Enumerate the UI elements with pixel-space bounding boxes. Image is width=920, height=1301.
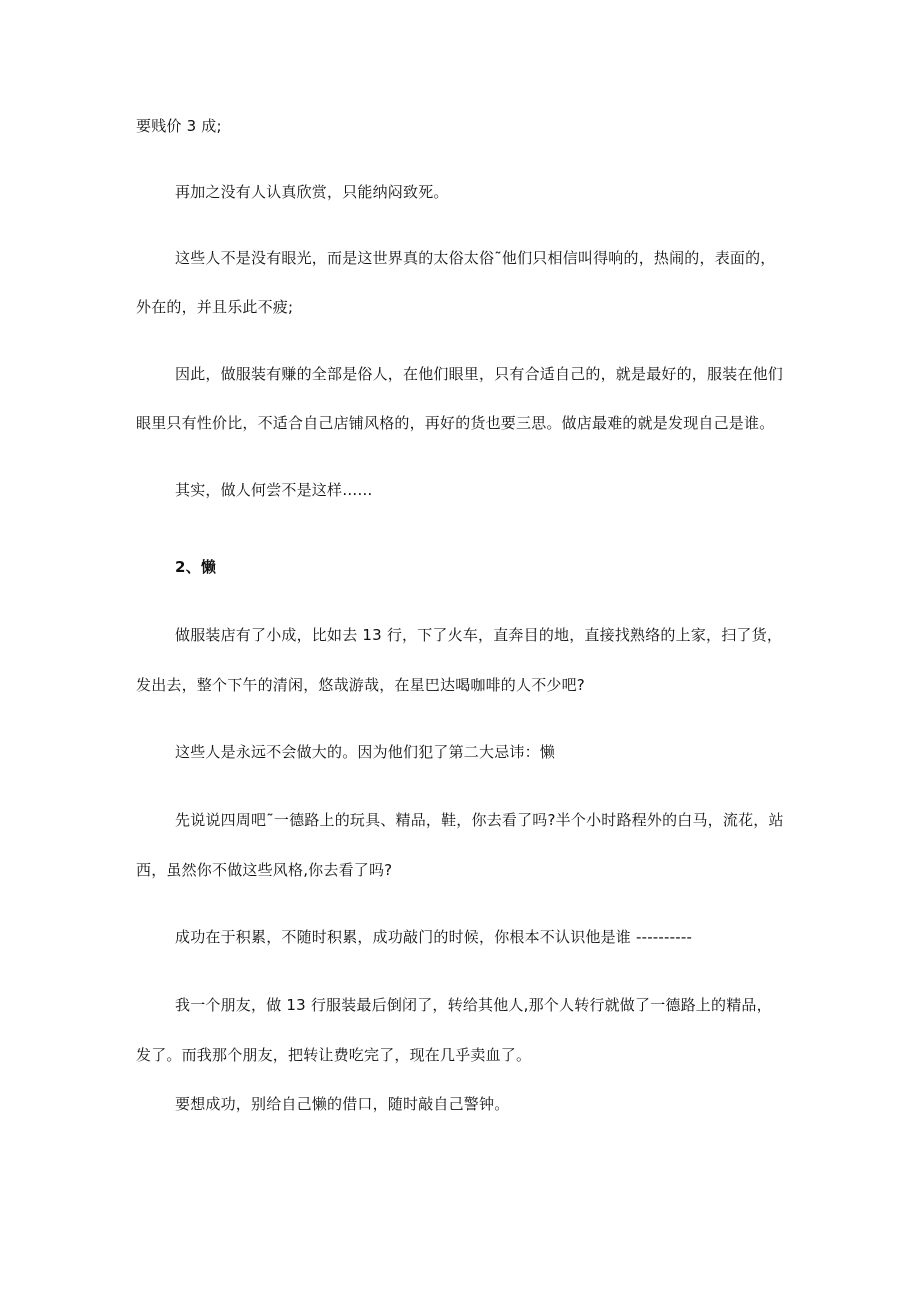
text-line-4: 外在的，并且乐此不疲;	[136, 298, 294, 316]
text-line-7: 其实，做人何尝不是这样……	[175, 481, 373, 499]
text-line-6: 眼里只有性价比，不适合自己店铺风格的，再好的货也要三思。做店最难的就是发现自己是谁。	[136, 414, 775, 432]
section-heading: 2、懒	[175, 558, 217, 576]
text-line-11: 这些人是永远不会做大的。因为他们犯了第二大忌讳：懒	[175, 743, 556, 761]
text-line-2: 再加之没有人认真欣赏，只能纳闷致死。	[175, 183, 449, 201]
text-line-1: 要贱价 3 成;	[136, 117, 222, 135]
text-line-14: 成功在于积累，不随时积累，成功敲门的时候，你根本不认识他是谁 ----------	[175, 928, 693, 946]
text-line-12: 先说说四周吧˜一德路上的玩具、精品，鞋，你去看了吗?半个小时路程外的白马，流花，站	[175, 811, 784, 829]
text-line-10: 发出去，整个下午的清闲，悠哉游哉，在星巴达喝咖啡的人不少吧?	[136, 676, 585, 694]
text-line-17: 要想成功，别给自己懒的借口，随时敲自己警钟。	[175, 1095, 510, 1113]
text-line-3: 这些人不是没有眼光，而是这世界真的太俗太俗˜他们只相信叫得响的，热闹的，表面的，	[175, 249, 776, 267]
text-line-9: 做服装店有了小成，比如去 13 行，下了火车，直奔目的地，直接找熟络的上家，扫了货，	[175, 626, 783, 644]
text-line-15: 我一个朋友，做 13 行服装最后倒闭了，转给其他人,那个人转行就做了一德路上的精品，	[175, 996, 772, 1014]
text-line-5: 因此，做服装有赚的全部是俗人，在他们眼里，只有合适自己的，就是最好的，服装在他们	[175, 365, 784, 383]
text-line-13: 西，虽然你不做这些风格,你去看了吗?	[136, 861, 393, 879]
text-line-16: 发了。而我那个朋友，把转让费吃完了，现在几乎卖血了。	[136, 1046, 532, 1064]
